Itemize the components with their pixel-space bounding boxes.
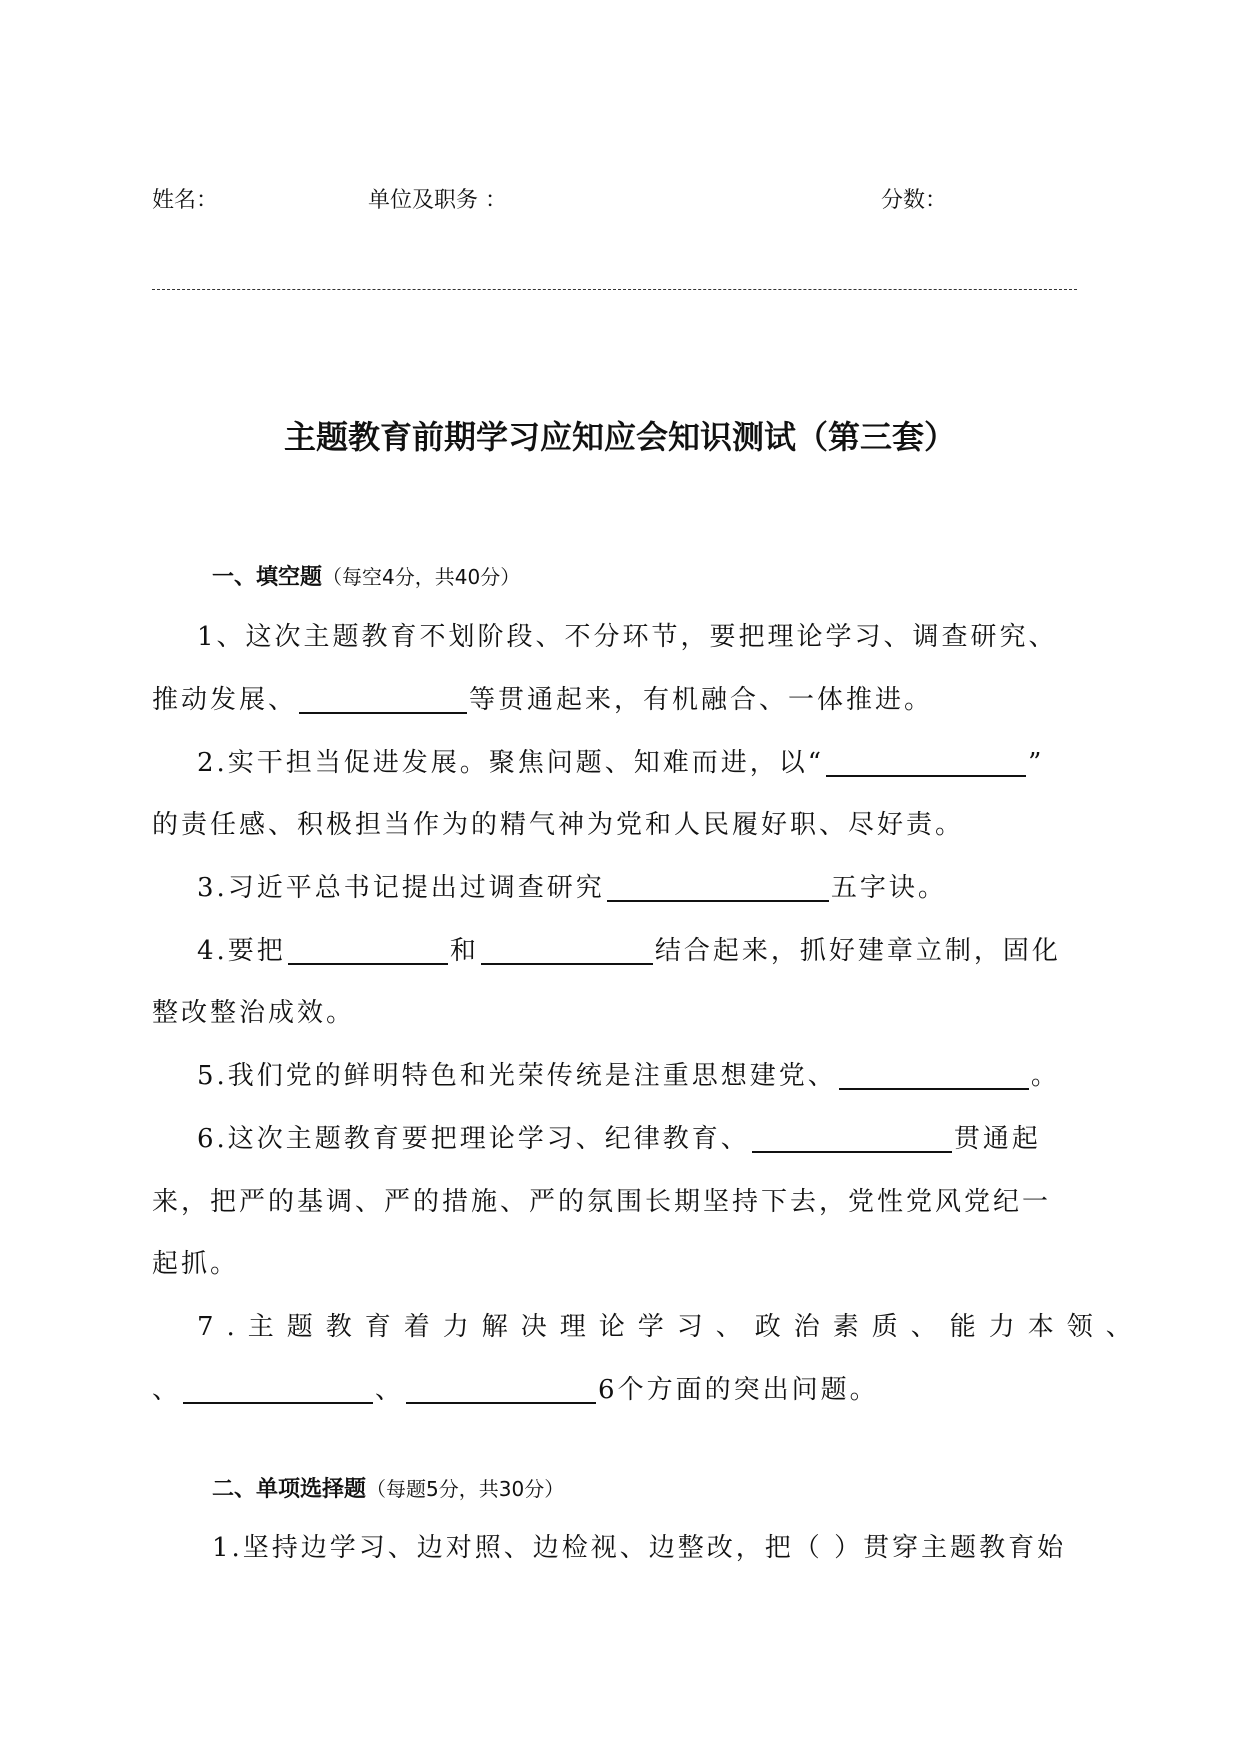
blank-4a[interactable] [288, 933, 448, 965]
q7-line2: 、 、 6个方面的突出问题。 [152, 1370, 1077, 1410]
q1-line2: 推动发展、 等贯通起来，有机融合、一体推进。 [152, 680, 1077, 720]
q1-line1: 1、这次主题教育不划阶段、不分环节，要把理论学习、调查研究、 [197, 622, 1058, 652]
blank-1[interactable] [299, 682, 467, 714]
blank-2[interactable] [826, 745, 1026, 777]
q6-line2: 来，把严的基调、严的措施、严的氛围长期坚持下去，党性党风党纪一 [152, 1187, 1052, 1217]
blank-7b[interactable] [406, 1372, 596, 1404]
unit-label: 单位及职务 ： [368, 188, 507, 213]
cut-line [152, 289, 1077, 290]
q7-line1: 7.主题教育着力解决理论学习、政治素质、能力本领、 [197, 1312, 1145, 1342]
blank-7a[interactable] [183, 1372, 373, 1404]
score-label: 分数： [881, 188, 948, 213]
q4-line2: 整改整治成效。 [152, 998, 356, 1028]
q3-line1: 3.习近平总书记提出过调查研究 五字诀。 [152, 868, 1077, 908]
q6-line3: 起抓。 [152, 1249, 240, 1279]
page-title: 主题教育前期学习应知应会知识测试（第三套） [283, 418, 956, 456]
section1-heading: 一、填空题（每空4分，共40分） [212, 565, 521, 590]
section2-heading: 二、单项选择题（每题5分，共30分） [212, 1477, 565, 1502]
blank-5[interactable] [839, 1058, 1029, 1090]
blank-4b[interactable] [481, 933, 653, 965]
s2-q1-line1: 1.坚持边学习、边对照、边检视、边整改，把（ ）贯穿主题教育始 [212, 1533, 1067, 1563]
q6-line1: 6.这次主题教育要把理论学习、纪律教育、 贯通起 [152, 1119, 1077, 1159]
name-label: 姓名： [152, 188, 219, 213]
q2-line2: 的责任感、积极担当作为的精气神为党和人民履好职、尽好责。 [152, 810, 965, 840]
blank-6[interactable] [752, 1121, 952, 1153]
q4-line1: 4.要把 和 结合起来，抓好建章立制，固化 [152, 931, 1077, 971]
q2-line1: 2.实干担当促进发展。聚焦问题、知难而进，以“ ” [152, 743, 1077, 783]
blank-3[interactable] [607, 870, 829, 902]
q5-line1: 5.我们党的鲜明特色和光荣传统是注重思想建党、 。 [152, 1056, 1077, 1096]
